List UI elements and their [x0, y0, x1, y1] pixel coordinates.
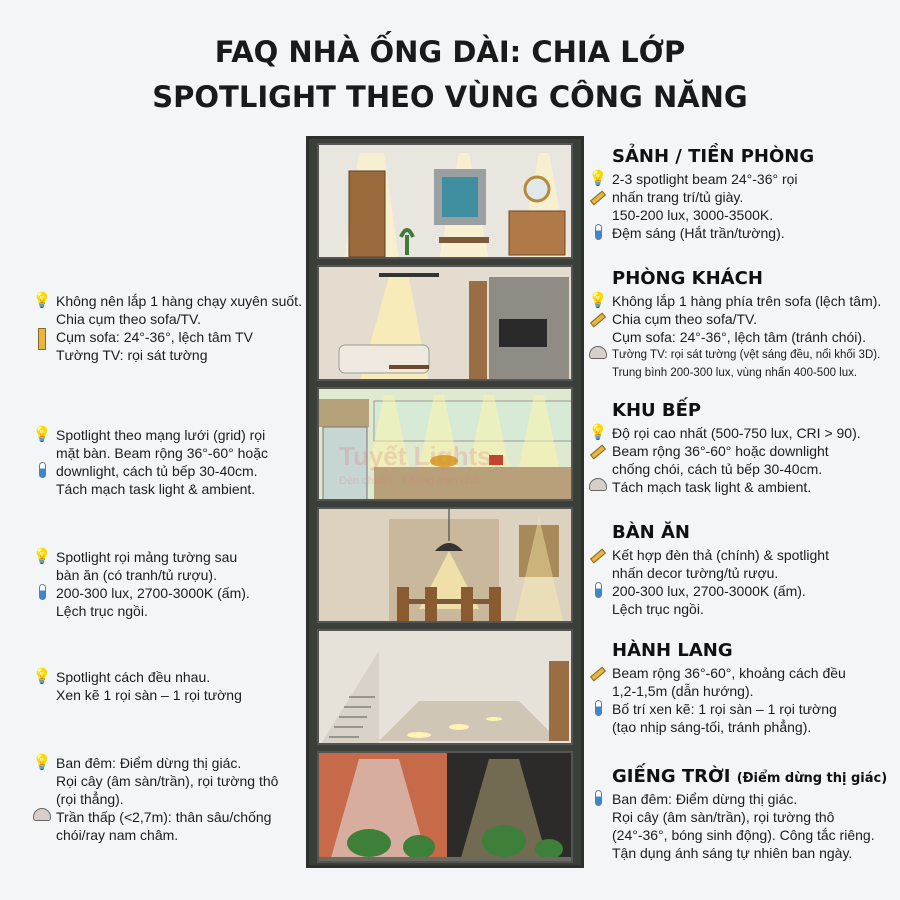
lux-meter-icon: [32, 808, 52, 828]
section-kitchen: KHU BẾP 💡 Độ rọi cao nhất (500-750 lux, CRI > 90). Beam rộng 36°-60° hoặc downlight chống chói, cách tủ bếp 30-40cm. Tách mạch task light & ambient.: [588, 400, 898, 496]
floor-corridor: [317, 629, 573, 745]
section-lobby: SẢNH / TIỀN PHÒNG 💡 2-3 spotlight beam 24°-36° rọi nhấn trang trí/tủ giày. 150-200 lux, 3000-3500K. Đệm sáng (Hắt trần/tường).: [588, 146, 898, 242]
light-bulb-icon: 💡: [32, 668, 52, 685]
corridor-illustration: [319, 631, 573, 745]
floor-kitchen: [317, 387, 573, 501]
ruler-icon: [588, 664, 608, 684]
thermometer-icon: [32, 584, 52, 604]
left-note-corridor: 💡 Spotlight cách đều nhau. Xen kẽ 1 rọi sàn – 1 rọi tường: [32, 668, 242, 703]
ruler-icon: [32, 328, 52, 348]
floor-living-room: [317, 265, 573, 381]
thermometer-icon: [588, 790, 608, 810]
section-light-well: GIẾNG TRỜI (Điểm dừng thị giác) Ban đêm: Điểm dừng thị giác. Rọi cây (âm sàn/trần), rọi tường thô (24°-36°, bóng sinh động). Công tắc riêng. Tận dụng ánh sáng tự nhiên ban ngày.: [588, 766, 898, 862]
left-note-kitchen: 💡 Spotlight theo mạng lưới (grid) rọi mặt bàn. Beam rộng 36°-60° hoặc downlight, cách tủ bếp 30-40cm. Tách mạch task light & ambient.: [32, 426, 268, 497]
left-note-living-room: 💡 Không nên lắp 1 hàng chạy xuyên suốt. Chia cụm theo sofa/TV. Cụm sofa: 24°-36°, lệch tâm TV Tường TV: rọi sát tường: [32, 292, 302, 363]
light-well-illustration: [319, 753, 573, 863]
left-note-light-well: 💡 Ban đêm: Điểm dừng thị giác. Rọi cây (âm sàn/trần), rọi tường thô (rọi thẳng). Trần thấp (<2,7m): thân sâu/chống chói/ray nam châm.: [32, 754, 279, 843]
thermometer-icon: [588, 224, 608, 244]
ruler-icon: [588, 310, 608, 330]
section-dining: BÀN ĂN Kết hợp đèn thả (chính) & spotlight nhấn decor tường/tủ rượu. 200-300 lux, 2700-3000K (ấm). Lệch trục ngồi.: [588, 522, 898, 618]
thermometer-icon: [588, 700, 608, 720]
light-bulb-icon: 💡: [588, 424, 608, 441]
thermometer-icon: [588, 582, 608, 602]
floor-lobby: [317, 143, 573, 259]
lux-meter-icon: [588, 478, 608, 498]
light-bulb-icon: 💡: [588, 292, 608, 309]
living-room-illustration: [319, 267, 573, 381]
light-bulb-icon: 💡: [32, 548, 52, 565]
left-note-dining: 💡 Spotlight rọi mảng tường sau bàn ăn (có tranh/tủ rượu). 200-300 lux, 2700-3000K (ấm). Lệch trục ngồi.: [32, 548, 250, 619]
page-title: FAQ NHÀ ỐNG DÀI: CHIA LỚP SPOTLIGHT THEO VÙNG CÔNG NĂNG: [152, 35, 748, 114]
floor-light-well: [317, 751, 573, 863]
section-heading: SẢNH / TIỀN PHÒNG: [612, 146, 815, 167]
section-corridor: HÀNH LANG Beam rộng 36°-60°, khoảng cách đều 1,2-1,5m (dẫn hướng). Bố trí xen kẽ: 1 rọi sàn – 1 rọi tường (tạo nhịp sáng-tối, tránh phẳng).: [588, 640, 898, 736]
lux-meter-icon: [588, 346, 608, 366]
section-living-room: PHÒNG KHÁCH 💡 Không lắp 1 hàng phía trên sofa (lệch tâm). Chia cụm theo sofa/TV. Cụm sofa: 24°-36°, lệch tâm (tránh chói). Tường TV: rọi sát tường (vệt sáng đều, nổi khối 3D). Trung bình 200-300 lux, vùng nhấn 400-500 lux.: [588, 268, 882, 379]
dining-illustration: [319, 509, 573, 623]
light-bulb-icon: 💡: [32, 426, 52, 443]
watermark-slogan: Đèn chuẩn - Không gian chất: [339, 475, 482, 487]
watermark-brand: Tuyết Lights: [339, 441, 492, 471]
ruler-icon: [588, 546, 608, 566]
floor-dining: [317, 507, 573, 623]
light-bulb-icon: 💡: [32, 292, 52, 309]
light-bulb-icon: 💡: [32, 754, 52, 771]
thermometer-icon: [32, 462, 52, 482]
ruler-icon: [588, 188, 608, 208]
ruler-icon: [588, 442, 608, 462]
house-cross-section: [306, 136, 584, 868]
light-bulb-icon: 💡: [588, 170, 608, 187]
lobby-illustration: [319, 145, 573, 259]
